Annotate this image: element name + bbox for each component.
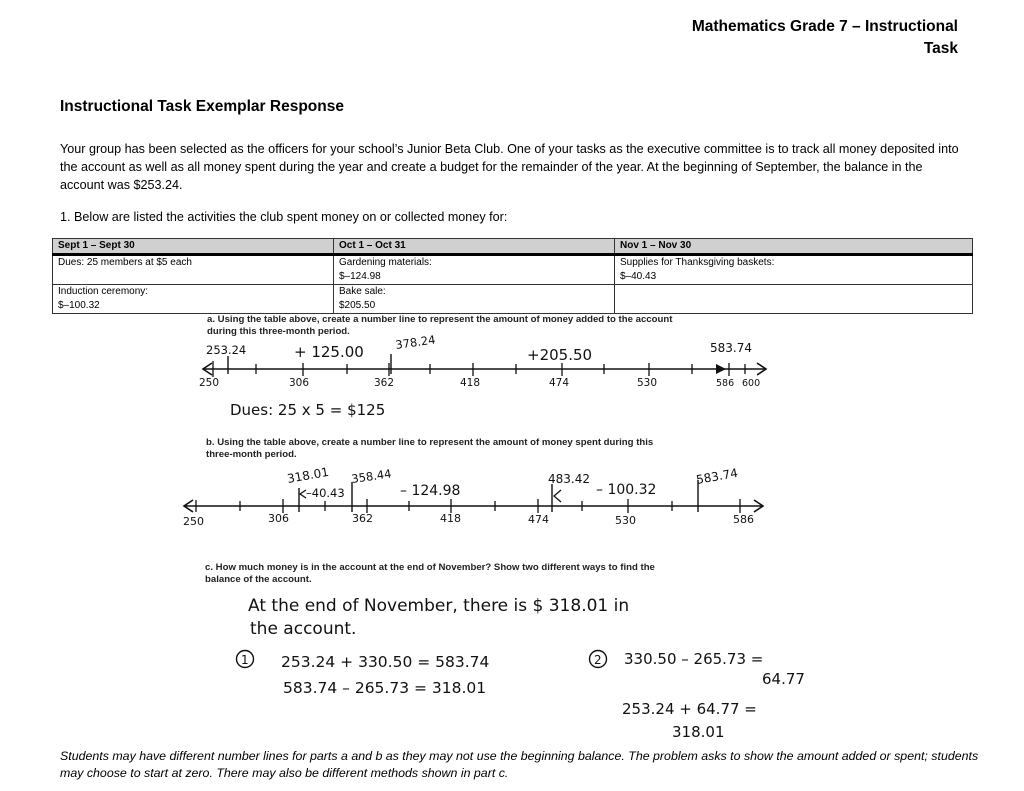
part-a-prompt-line-1: a. Using the table above, create a number line to represent the amount of money added to the account	[207, 314, 673, 325]
tick-label: 586	[716, 378, 735, 389]
column-header-sept: Sept 1 – Sept 30	[53, 239, 334, 255]
part-c-answer	[237, 596, 805, 741]
part-a-prompt-line-2: during this three-month period.	[207, 326, 350, 337]
part-b-prompt-line-2: three-month period.	[206, 449, 297, 460]
mid-label: 378.24	[394, 332, 437, 352]
cell-text: $–124.98	[339, 271, 381, 282]
cell-text: $–40.43	[620, 271, 657, 282]
method-2-line-3: 253.24 + 64.77 =	[622, 700, 757, 718]
header-line-1: Mathematics Grade 7 – Instructional	[691, 18, 958, 35]
cell-text: Gardening materials:	[339, 257, 432, 268]
tick-label: 474	[549, 377, 570, 389]
cell-text: $–100.32	[58, 300, 100, 311]
tick-label: 418	[460, 377, 481, 389]
method-2-line-4: 318.01	[672, 723, 725, 741]
method-1-line-2: 583.74 – 265.73 = 318.01	[283, 679, 487, 697]
cell-text: Dues: 25 members at $5 each	[58, 257, 192, 268]
tick-label: 474	[528, 513, 549, 526]
end-label: 583.74	[710, 341, 752, 355]
tick-label: 306	[289, 377, 310, 389]
change-label: – 100.32	[596, 482, 657, 498]
cell-text: Supplies for Thanksgiving baskets:	[620, 257, 775, 268]
value-label: 358.44	[350, 466, 393, 486]
tick-label: 418	[440, 512, 461, 525]
question-1: 1. Below are listed the activities the club spent money on or collected money for:	[60, 210, 508, 224]
change-label: –40.43	[306, 486, 345, 500]
intro-paragraph: Your group has been selected as the officers for your school’s Junior Beta Club. One of your tasks as the executive committee is to track all money deposited into the account as well as all money spent during the year and create a budget for the remainder of the year. At the beginning of September, the balance in the account was $253.24.	[60, 142, 959, 192]
footer-note: Students may have different number lines for parts a and b as they may not use the beginning balance. The problem asks to show the amount added or spent; students may choose to start at zero. There may also be different methods shown in part c.	[60, 749, 979, 780]
tick-label: 250	[199, 377, 220, 389]
tick-label: 250	[183, 515, 204, 528]
part-b-number-line	[183, 465, 763, 528]
tick-label: 586	[733, 513, 754, 526]
answer-line-1: At the end of November, there is $ 318.01 in	[248, 596, 630, 616]
value-label: 483.42	[548, 472, 590, 486]
cell-text: Induction ceremony:	[58, 286, 149, 297]
part-b-prompt-line-1: b. Using the table above, create a number line to represent the amount of money spent during this	[206, 437, 654, 448]
change-label: – 124.98	[400, 483, 461, 499]
tick-label: 600	[742, 378, 761, 389]
jump-1-label: + 125.00	[294, 343, 364, 361]
tick-label: 362	[374, 377, 395, 389]
tick-label: 530	[637, 377, 658, 389]
column-header-oct: Oct 1 – Oct 31	[334, 239, 615, 255]
value-label: 583.74	[695, 465, 739, 487]
part-a-number-line	[199, 333, 766, 419]
part-c-prompt-line-2: balance of the account.	[205, 574, 312, 585]
start-label: 253.24	[206, 343, 247, 357]
arrow-head-icon	[716, 364, 726, 374]
answer-line-2: the account.	[250, 619, 357, 639]
header-line-2: Task	[923, 40, 958, 57]
method-2-marker: 2	[594, 653, 602, 667]
value-label: 318.01	[286, 464, 330, 486]
method-2-line-2: 64.77	[762, 670, 805, 688]
tick-label: 530	[615, 514, 636, 527]
cell-text: Bake sale:	[339, 286, 386, 297]
dues-note: Dues: 25 x 5 = $125	[230, 401, 386, 419]
method-2-line-1: 330.50 – 265.73 =	[624, 650, 764, 668]
tick-label: 362	[352, 512, 373, 525]
section-title: Instructional Task Exemplar Response	[60, 98, 344, 115]
column-header-nov: Nov 1 – Nov 30	[615, 239, 973, 255]
method-1-marker: 1	[241, 653, 249, 667]
part-c-prompt-line-1: c. How much money is in the account at the end of November? Show two different ways to find the	[205, 562, 655, 573]
cell-text: $205.50	[339, 300, 376, 311]
method-1-line-1: 253.24 + 330.50 = 583.74	[281, 653, 490, 671]
jump-2-label: +205.50	[527, 346, 593, 364]
tick-label: 306	[268, 512, 289, 525]
